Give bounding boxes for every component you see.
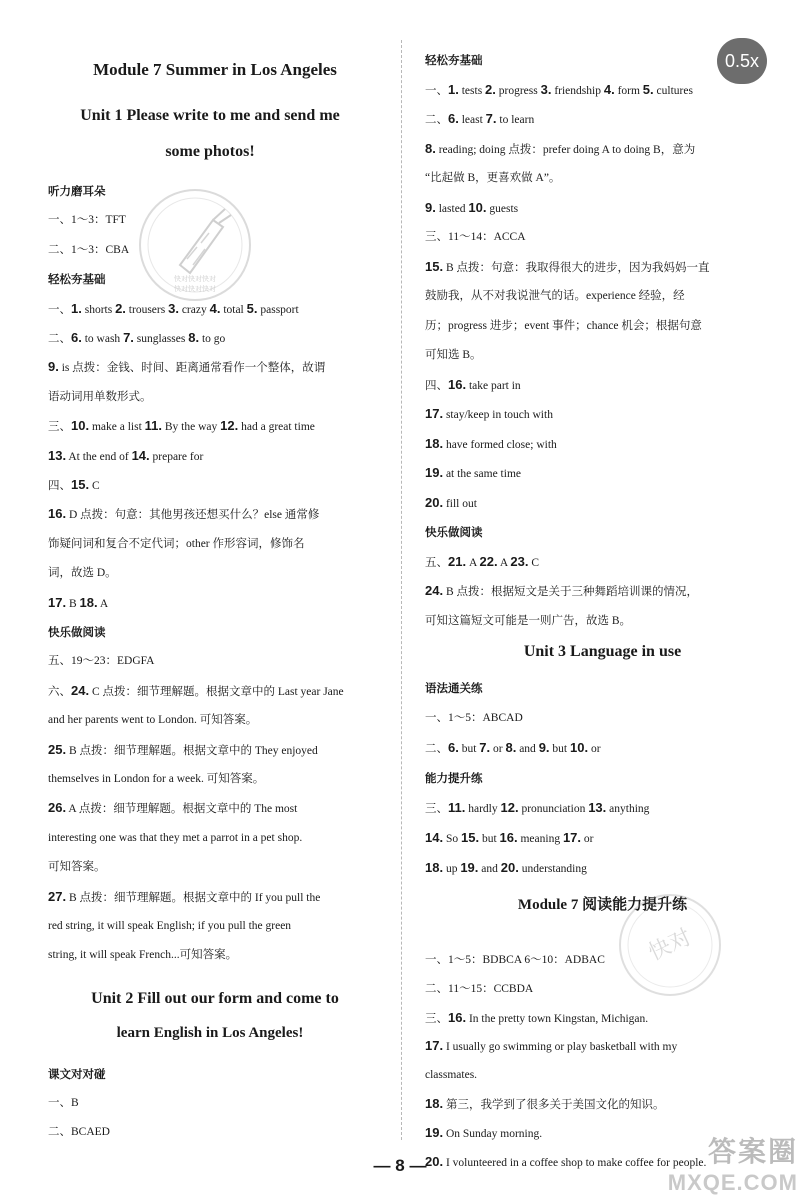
svg-text:快对快对快对: 快对快对快对: [174, 275, 216, 283]
answer-line: 一、1. shorts 2. trousers 3. crazy 4. total 5. passport: [48, 300, 299, 316]
answer-line: 饰疑问词和复合不定代词；other 作形容词，修饰名: [48, 537, 305, 550]
answer-line: 18. up 19. and 20. understanding: [425, 860, 587, 875]
answer-line: 26. A 点拨：细节理解题。根据文章中的 The most: [48, 800, 298, 816]
corner-brand-text: 答案圈: [707, 1135, 798, 1168]
answer-line: 20. fill out: [425, 494, 477, 510]
answer-line: 鼓励我，从不对我说泄气的话。experience 经验，经: [425, 290, 685, 302]
answer-line: 8. reading; doing 点拨：prefer doing A to doing B，意为: [425, 140, 696, 156]
answer-line: 可知答案。: [48, 861, 106, 874]
answer-line: 一、B: [48, 1097, 79, 1109]
answer-line: 15. B 点拨：句意：我取得很大的进步，因为我妈妈一直: [425, 258, 710, 274]
answer-line: 18. have formed close; with: [425, 435, 557, 451]
answer-line: 二、11～15：CCBDA: [425, 982, 534, 995]
answer-line: 历；progress 进步；event 事件；chance 机会；根据句意: [425, 319, 702, 332]
zoom-indicator[interactable]: 0.5x: [717, 38, 767, 84]
answer-line: 9. lasted 10. guests: [425, 199, 519, 215]
answer-line: 19. On Sunday morning.: [425, 1124, 543, 1140]
unit1-title-line2: some photos!: [165, 143, 255, 160]
answer-line: 可知选 B。: [425, 349, 482, 361]
answer-line: 9. is 点拨：金钱、时间、距离通常看作一个整体，故谓: [48, 359, 326, 375]
unit2-title-line2: learn English in Los Angeles!: [116, 1025, 304, 1041]
answer-line: 17. stay/keep in touch with: [425, 406, 553, 421]
answer-line: 18. 第三，我学到了很多关于美国文化的知识。: [425, 1096, 665, 1111]
answer-line: classmates.: [425, 1069, 478, 1082]
corner-watermark: [618, 1130, 798, 1200]
svg-text:快对快对快对: 快对快对快对: [174, 285, 216, 293]
module-title: Module 7 Summer in Los Angeles: [93, 60, 337, 79]
answer-line: 24. B 点拨：根据短文是关于三种舞蹈培训课的情况，: [425, 583, 698, 598]
answer-line: string, it will speak French...可知答案。: [48, 949, 238, 962]
answer-line: 17. B 18. A: [48, 594, 109, 610]
answer-line: 二、BCAED: [48, 1126, 110, 1138]
answer-line: 27. B 点拨：细节理解题。根据文章中的 If you pull the: [48, 888, 321, 904]
answer-line: 16. D 点拨：句意：其他男孩还想买什么？else 通常修: [48, 506, 320, 522]
answer-line: 一、1～3：TFT: [48, 214, 126, 227]
answer-line: 25. B 点拨：细节理解题。根据文章中的 They enjoyed: [48, 741, 318, 757]
answer-line: 三、11～14：ACCA: [425, 231, 526, 243]
section-heading: 快乐做阅读: [48, 625, 106, 639]
answer-line: 二、6. but 7. or 8. and 9. but 10. or: [425, 740, 601, 755]
answer-line: 一、1～5：ABCAD: [425, 712, 523, 724]
module-reading-title: Module 7 阅读能力提升练: [517, 897, 688, 913]
answer-line: 17. I usually go swimming or play basketball with my: [425, 1038, 678, 1054]
answer-line: 三、16. In the pretty town Kingstan, Michigan.: [425, 1009, 649, 1025]
answer-line: 二、6. to wash 7. sunglasses 8. to go: [48, 330, 226, 345]
answer-line: and her parents went to London. 可知答案。: [48, 714, 258, 727]
answer-line: 19. at the same time: [425, 465, 521, 480]
answer-line: 三、11. hardly 12. pronunciation 13. anything: [425, 800, 650, 815]
answer-line: 四、16. take part in: [425, 376, 521, 392]
section-heading: 轻松夯基础: [425, 53, 483, 67]
watermark-stamp-right: [615, 890, 725, 1000]
watermark-stamp: [135, 185, 255, 305]
answer-line: 可知这篇短文可能是一则广告，故选 B。: [425, 614, 632, 627]
answer-line: 二、6. least 7. to learn: [425, 111, 535, 126]
answer-line: 二、1～3：CBA: [48, 243, 130, 256]
page-number: — 8 —: [373, 1156, 427, 1175]
section-heading: 能力提升练: [425, 771, 483, 785]
corner-site-text: MXQE.COM: [667, 1170, 798, 1195]
section-heading: 轻松夯基础: [48, 272, 106, 287]
column-divider: [401, 40, 403, 1140]
answer-line: 语动词用单数形式。: [48, 390, 152, 403]
answer-line: “比起做 B，更喜欢做 A”。: [425, 172, 561, 184]
answer-line: 20. I volunteered in a coffee shop to make coffee for people.: [425, 1153, 707, 1169]
unit2-title-line1: Unit 2 Fill out our form and come to: [91, 990, 339, 1007]
answer-line: 14. So 15. but 16. meaning 17. or: [425, 830, 594, 845]
answer-line: red string, it will speak English; if you pull the green: [48, 920, 292, 932]
answer-line: 三、10. make a list 11. By the way 12. had a great time: [48, 418, 315, 434]
answer-line: 一、1～5：BDBCA 6～10：ADBAC: [425, 954, 605, 966]
answer-line: 词，故选 D。: [48, 567, 117, 580]
section-heading: 快乐做阅读: [425, 525, 483, 539]
answer-line: 一、1. tests 2. progress 3. friendship 4. form 5. cultures: [425, 81, 693, 97]
answer-line: 13. At the end of 14. prepare for: [48, 447, 204, 463]
answer-line: 六、24. C 点拨：细节理解题。根据文章中的 Last year Jane: [48, 682, 344, 698]
unit3-title: Unit 3 Language in use: [523, 643, 682, 660]
answer-line: themselves in London for a week. 可知答案。: [48, 773, 265, 785]
answer-line: 五、21. A 22. A 23. C: [425, 553, 539, 569]
section-heading: 语法通关练: [425, 681, 483, 695]
svg-text:快对: 快对: [644, 924, 696, 967]
section-heading: 课文对对碰: [48, 1067, 106, 1081]
answer-line: 四、15. C: [48, 477, 100, 492]
answer-line: 五、19～23：EDGFA: [48, 655, 155, 668]
section-heading: 听力磨耳朵: [48, 184, 106, 198]
unit1-title-line1: Unit 1 Please write to me and send me: [80, 107, 340, 124]
answer-line: interesting one was that they met a parrot in a pet shop.: [48, 831, 303, 844]
